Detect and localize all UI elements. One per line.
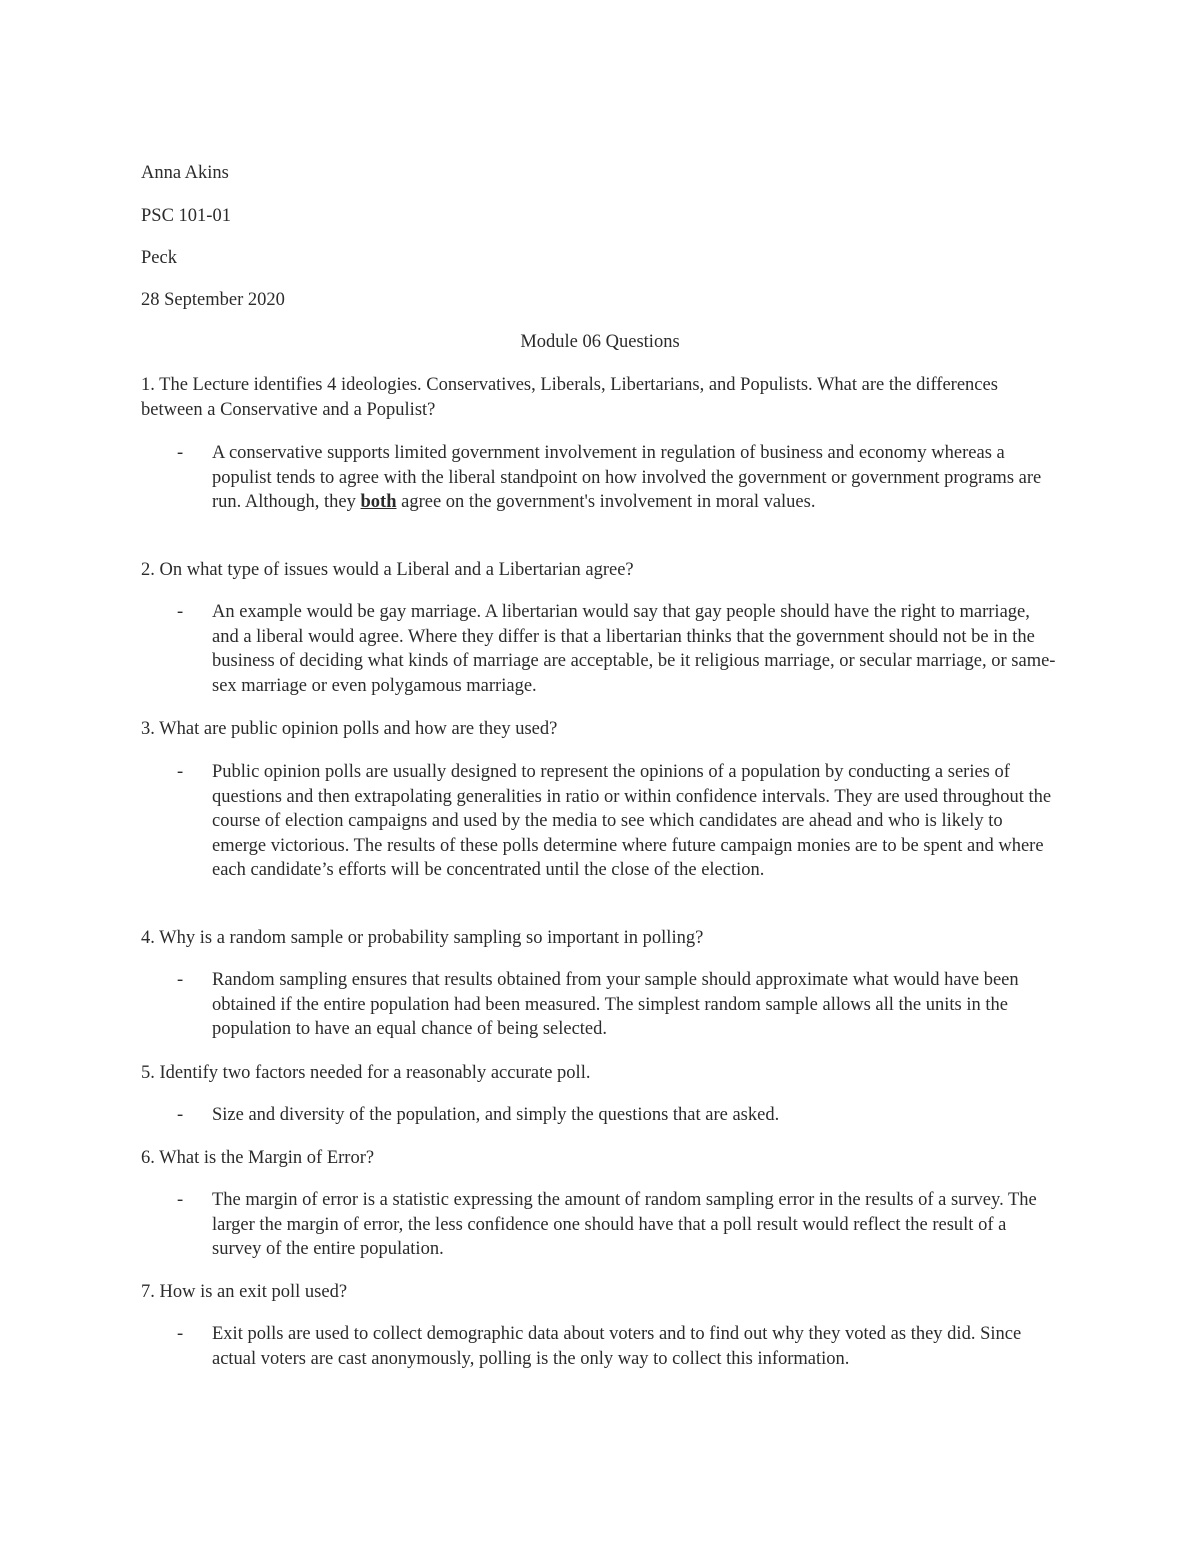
question-2: 2. On what type of issues would a Liberal and a Libertarian agree? [141,560,634,580]
answer-6 [141,1188,1061,1262]
author-name: Anna Akins [141,163,229,183]
answer-4-text: Random sampling ensures that results obtained from your sample should approximate what would have been obtained if the entire population had been measured. The simplest random sample allows all the units in the population to have an equal chance of being selected. [212,970,1019,1039]
bullet-dash: - [177,970,184,990]
document-title: Module 06 Questions [520,332,680,352]
answer-2 [141,600,1061,698]
answer-1 [141,441,1061,515]
answer-4 [141,968,1061,1042]
answer-7 [141,1322,1061,1371]
question-6: 6. What is the Margin of Error? [141,1148,375,1168]
answer-5-text: Size and diversity of the population, and simply the questions that are asked. [212,1105,780,1125]
answer-1-emphasis: both [360,492,397,512]
question-3: 3. What are public opinion polls and how are they used? [141,719,558,739]
answer-2-text: An example would be gay marriage. A libertarian would say that gay people should have the right to marriage, and a liberal would agree. Where they differ is that a libertarian thinks that the government should not be in the business of deciding what kinds of marriage are acceptable, be it religious marriage, or secular marriage, or same-sex marriage or even polygamous marriage. [212,602,1056,696]
question-5: 5. Identify two factors needed for a reasonably accurate poll. [141,1063,591,1083]
question-4: 4. Why is a random sample or probability sampling so important in polling? [141,928,704,948]
instructor-name: Peck [141,248,177,268]
answer-7-text: Exit polls are used to collect demographic data about voters and to find out why they voted as they did. Since actual voters are cast anonymously, polling is the only way to collect this information. [212,1324,1022,1369]
answer-1-text-before: A conservative supports limited government involvement in regulation of business and economy whereas a populist tends to agree with the liberal standpoint on how involved the government or government programs are run. Although, they [212,443,1042,512]
date-line: 28 September 2020 [141,290,285,310]
course-code: PSC 101-01 [141,206,231,226]
answer-3 [141,760,1061,883]
bullet-dash: - [177,1324,184,1344]
answer-1-text [212,441,1057,515]
bullet-dash: - [177,762,184,782]
bullet-dash: - [177,443,184,463]
bullet-dash: - [177,602,184,622]
answer-5 [141,1103,1061,1128]
answer-1-text-after: agree on the government's involvement in moral values. [396,492,816,512]
answer-3-text: Public opinion polls are usually designed to represent the opinions of a population by conducting a series of questions and then extrapolating generalities in ratio or within confidence intervals. They are used throughout the course of election campaigns and used by the media to see which candidates are ahead and who is likely to emerge victorious. The results of these polls determine where future campaign monies are to be spent and where each candidate’s efforts will be concentrated until the close of the election. [212,762,1052,880]
bullet-dash: - [177,1105,184,1125]
question-1: 1. The Lecture identifies 4 ideologies. Conservatives, Liberals, Libertarians, and Populists. What are the differences between a Conservative and a Populist? [141,375,998,420]
bullet-dash: - [177,1190,184,1210]
question-7: 7. How is an exit poll used? [141,1282,348,1302]
answer-6-text: The margin of error is a statistic expressing the amount of random sampling error in the results of a survey. The larger the margin of error, the less confidence one should have that a poll result would reflect the result of a survey of the entire population. [212,1190,1037,1259]
